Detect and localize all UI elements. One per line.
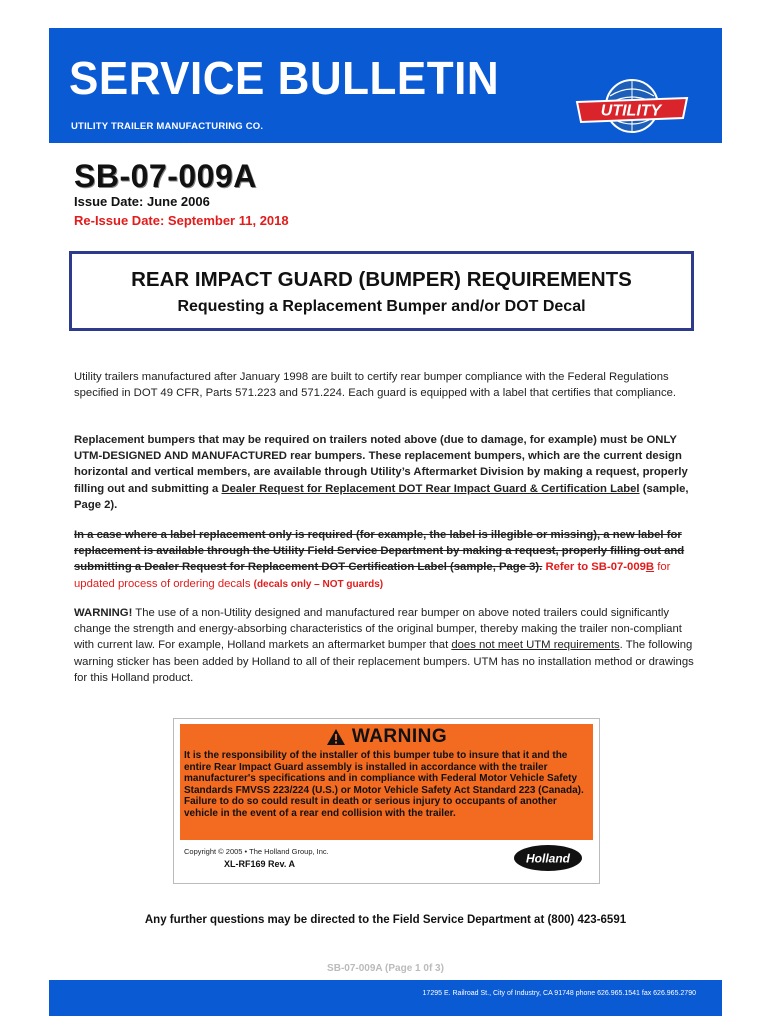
paragraph-warning bbox=[74, 605, 704, 686]
p4-text-b: . The following warning sticker has been added by Holland to all of their replacement bumpers. UTM has no installation method or drawings for this Holland product. bbox=[74, 639, 694, 684]
paragraph-replacement-bumpers bbox=[74, 432, 704, 513]
header-banner bbox=[49, 28, 722, 143]
label-replacement-only-text: label replacement only bbox=[170, 529, 292, 541]
bulletin-number: SB-07-009A bbox=[74, 158, 257, 194]
warning-triangle-icon bbox=[326, 728, 346, 746]
does-not-meet-text: does not meet UTM requirements bbox=[451, 639, 620, 652]
utility-logo bbox=[575, 76, 689, 136]
paragraph-intro: Utility trailers manufactured after January 1998 are built to certify rear bumper compliance with the Federal Regulations specified in DOT 49 CFR, Parts 571.223 and 571.224. Each guard is equipped with a label that certifies that compliance. bbox=[74, 371, 677, 400]
bulletin-title: SERVICE BULLETIN bbox=[69, 53, 500, 105]
warning-sticker-panel bbox=[180, 724, 593, 840]
warning-sticker-text: It is the responsibility of the installer of this bumper tube to insure that it and the entire Rear Impact Guard assembly is installed in accordance with the trailer manufacturer's specifications and in compliance with Federal Motor Vehicle Safety Standards FMVSS 223/224 (U.S.) or Motor Vehicle Safety Act Standard 223 (Canada). Failure to do so could result in death or serious injury to occupants of another vehicle in the event of a rear end collision with the trailer. bbox=[184, 750, 584, 819]
p4-text-a: The use of a non-Utility designed and manufactured rear bumper on above noted trailers could significantly change the strength and energy-absorbing characteristics of the original bumper, thereby making the trailer non-compliant with current law. For example, Holland markets an aftermarket bumper that bbox=[74, 607, 682, 652]
reissue-date: Re-Issue Date: September 11, 2018 bbox=[74, 213, 289, 228]
update-note-b[interactable]: B bbox=[645, 561, 655, 574]
p3-text-a: In a case where a bbox=[74, 529, 171, 541]
sticker-revision: XL-RF169 Rev. A bbox=[224, 859, 296, 869]
bulletin-page bbox=[49, 28, 722, 1016]
warning-sticker-image bbox=[173, 718, 600, 884]
document-subtitle: Requesting a Replacement Bumper and/or DOT Decal bbox=[177, 298, 586, 315]
update-note-a: Refer to SB-07-009 bbox=[542, 561, 646, 574]
warning-sticker-heading bbox=[180, 726, 593, 748]
footer-banner bbox=[49, 980, 722, 1016]
p2-text-a: Replacement bumpers that may be required on trailers noted above (due to damage, for example) must be ONLY UTM-DESIGNED AND MANUFACTURED rear bumpers. These replacement bumpers, which are the current design horizontal and vertical members, are available through Utility’s Aftermarket Division by making a request, properly filling out and submitting a bbox=[74, 434, 688, 495]
warning-heading-text: WARNING bbox=[351, 726, 448, 747]
p3-text-c: (sample, Page 3). bbox=[446, 561, 543, 574]
footer-address: 17295 E. Railroad St., City of Industry, CA 91748 phone 626.965.1541 fax 626.965.2790 bbox=[422, 990, 696, 997]
issue-date: Issue Date: June 2006 bbox=[74, 194, 210, 209]
holland-wordmark: Holland bbox=[526, 851, 570, 866]
p2-text-b: (sample, Page 2). bbox=[74, 482, 689, 511]
contact-line: Any further questions may be directed to the Field Service Department at (800) 423-6591 bbox=[144, 914, 627, 926]
p3-text-b: is required (for example, the label is illegible or missing), a new label for replacement is available through the Utility Field Service Department by making a request, properly filling out and submitting a bbox=[74, 529, 685, 574]
dealer-request-bumper-link[interactable]: Dealer Request for Replacement DOT Rear Impact Guard & Certification Label bbox=[221, 482, 640, 495]
dealer-request-label-link[interactable]: Dealer Request for Replacement DOT Certification Label bbox=[144, 561, 447, 574]
document-title: REAR IMPACT GUARD (BUMPER) REQUIREMENTS bbox=[131, 268, 632, 291]
update-note-c: for updated process of ordering decals bbox=[74, 561, 671, 590]
holland-logo bbox=[512, 843, 584, 873]
warning-label: WARNING! bbox=[74, 607, 133, 619]
title-box bbox=[69, 251, 694, 331]
page-number: SB-07-009A (Page 1 0f 3) bbox=[327, 963, 444, 974]
logo-wordmark: UTILITY bbox=[600, 102, 662, 120]
company-name: UTILITY TRAILER MANUFACTURING CO. bbox=[71, 121, 264, 132]
update-note-small: (decals only – NOT guards) bbox=[253, 578, 384, 590]
sticker-copyright: Copyright © 2005 • The Holland Group, Inc. bbox=[184, 847, 329, 856]
paragraph-label-replacement bbox=[74, 527, 704, 593]
